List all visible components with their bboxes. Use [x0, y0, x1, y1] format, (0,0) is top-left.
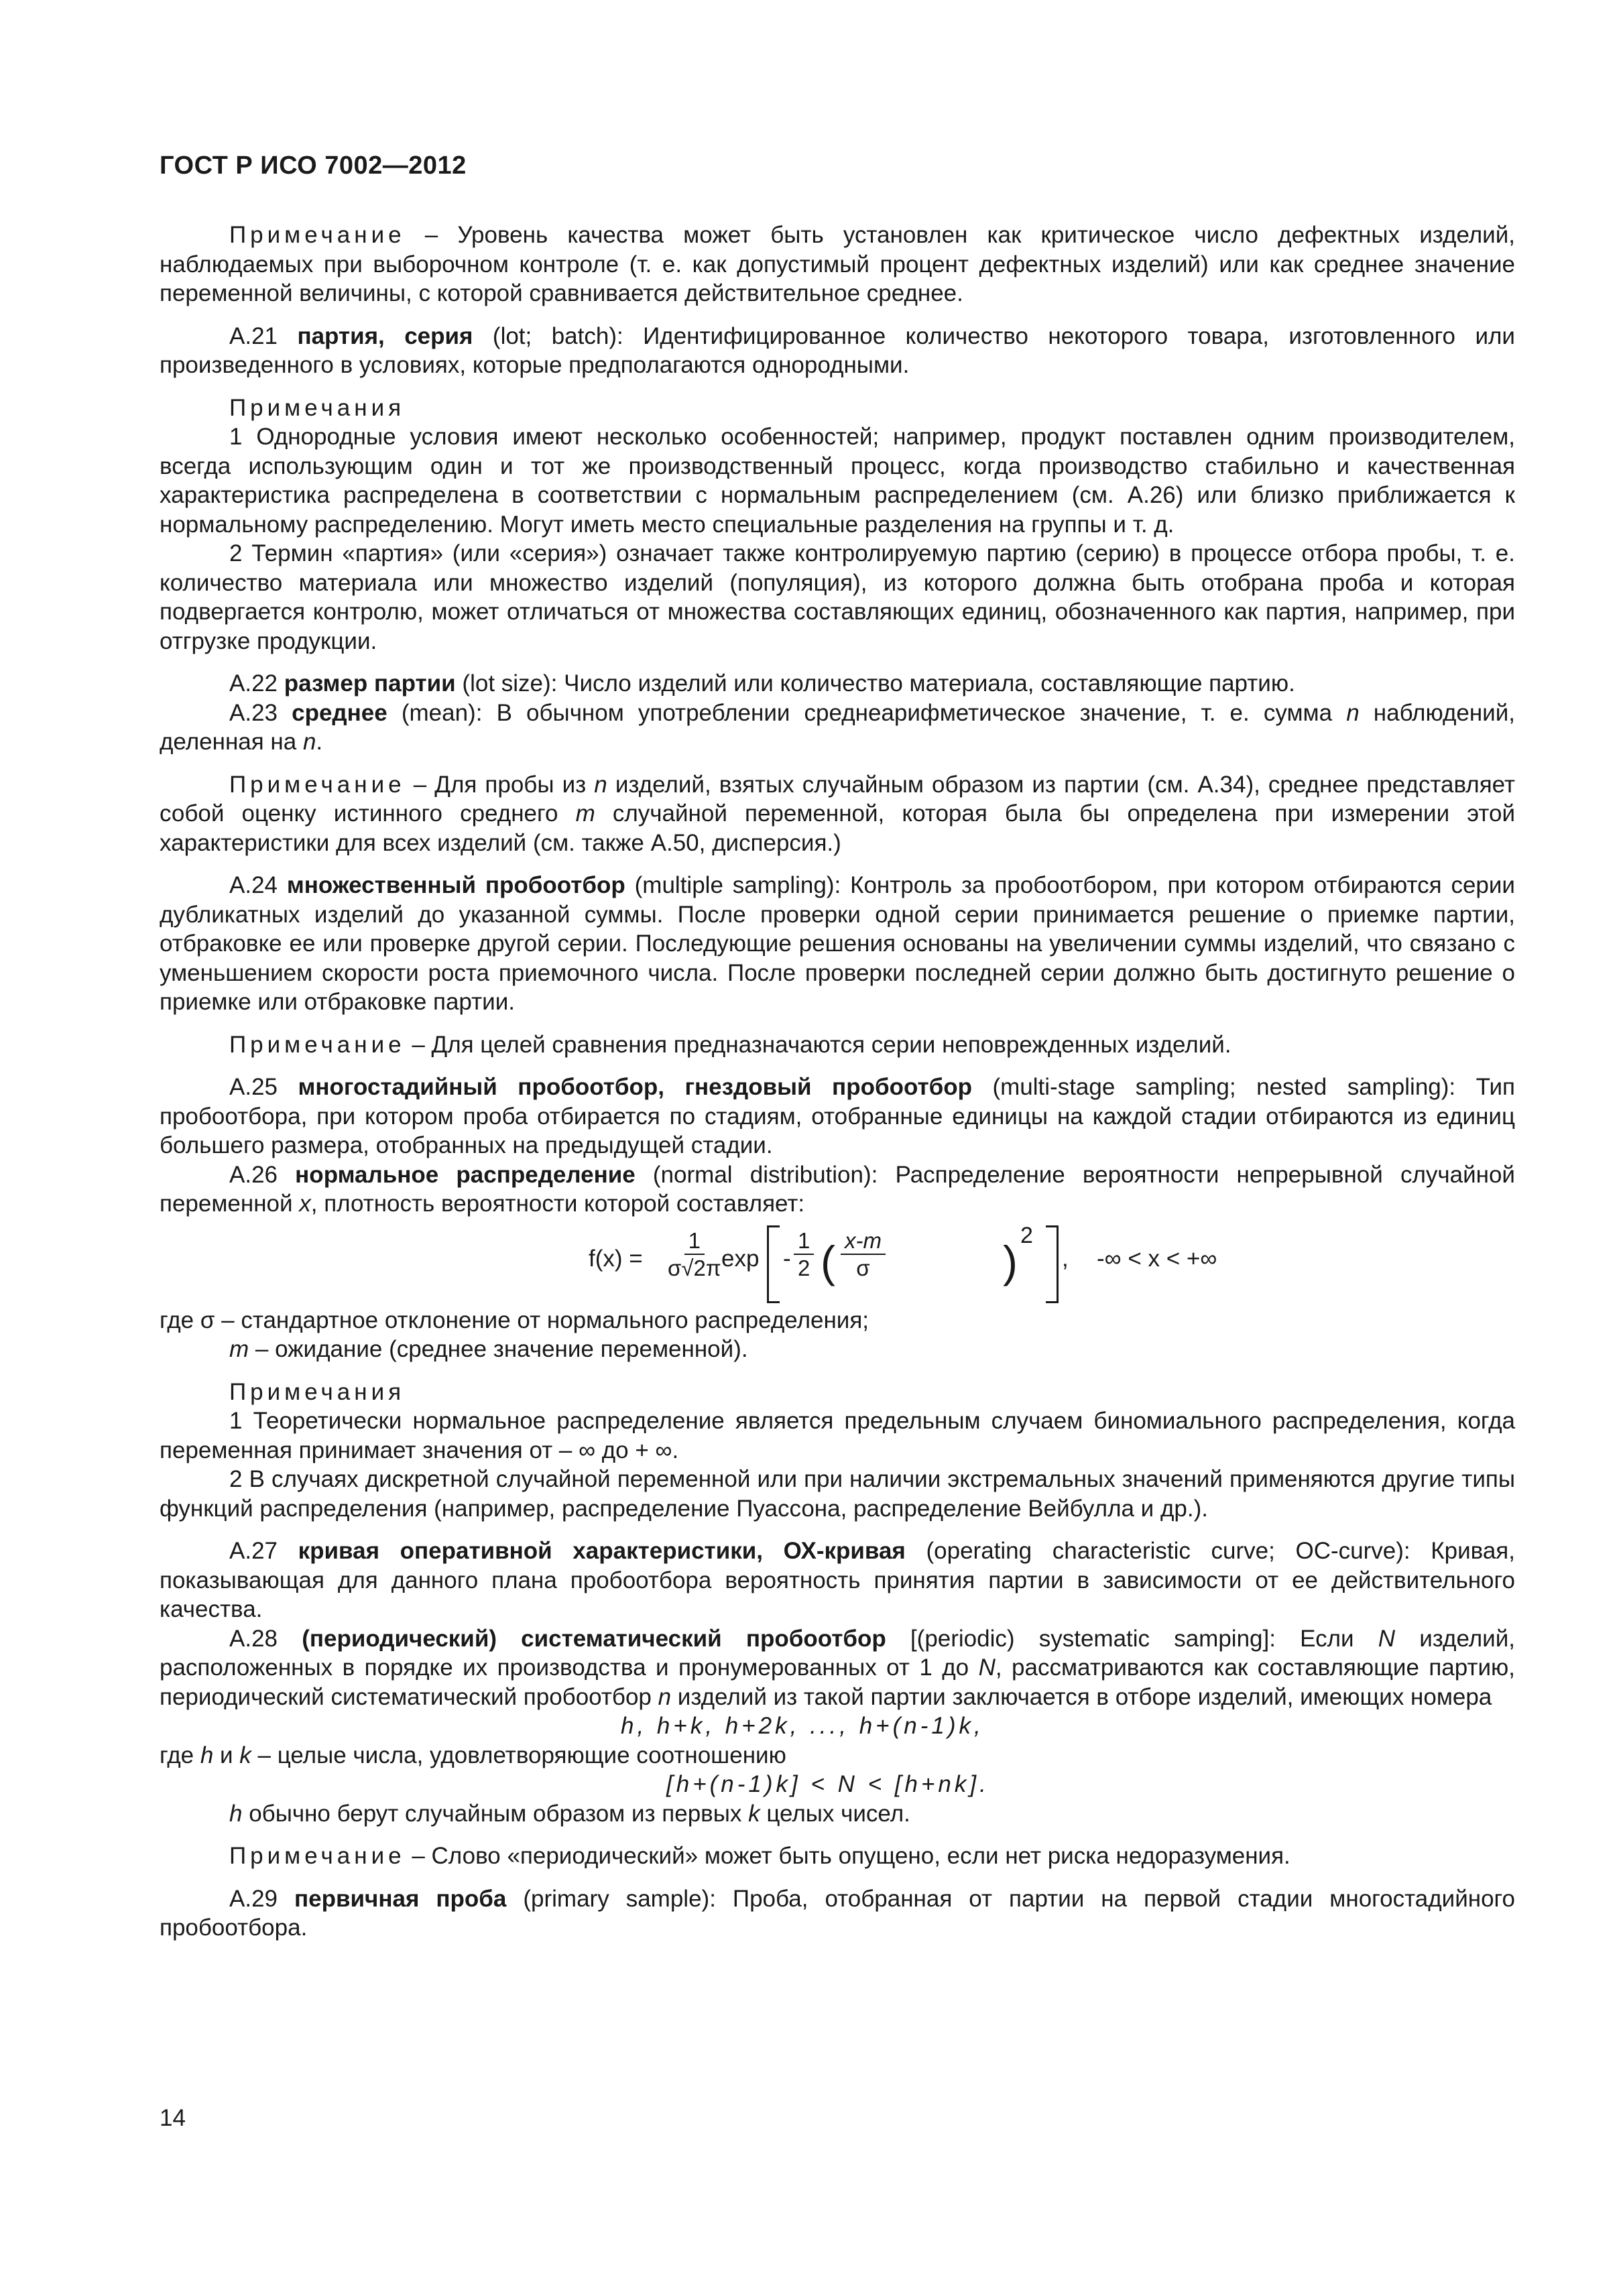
term-bold: нормальное распределение	[295, 1161, 636, 1188]
text-run: (mean): В обычном употреблении среднеарифметическое значение, т. е. сумма	[387, 699, 1347, 726]
fraction-3-denominator: σ	[856, 1255, 870, 1280]
body-part-1	[160, 221, 1515, 1219]
math-italic: k	[239, 1742, 251, 1768]
note-label: Примечание	[229, 771, 406, 798]
formula-fraction-3	[841, 1228, 886, 1282]
formula-minus: -	[783, 1245, 791, 1272]
paragraph	[160, 1624, 1515, 1712]
text-run: .	[316, 729, 323, 755]
body-part-3	[160, 1741, 1515, 1770]
text-run: 2 В случаях дискретной случайной переменной или при наличии экстремальных значений применяются другие типы функций распределения (например, распределение Пуассона, распределение Вейбулла и др.).	[160, 1466, 1515, 1522]
fraction-1-numerator: 1	[684, 1228, 705, 1255]
normal-density-formula	[160, 1222, 1515, 1306]
term-bold: партия, серия	[297, 322, 473, 349]
paragraph	[160, 871, 1515, 1017]
text-run: – Для целей сравнения предназначаются серии неповрежденных изделий.	[405, 1031, 1231, 1058]
text-run: изделий, взятых случайным образом из партии (см. А.34), среднее представляет собой оценку истинного среднего	[160, 771, 1515, 827]
text-run: случайной переменной, которая была бы определена при измерении этой характеристики для всех изделий (см. также А.50, дисперсия.)	[160, 800, 1515, 856]
text-run: где σ – стандартное отклонение от нормального распределения;	[160, 1307, 869, 1333]
text-run: А.22	[229, 670, 284, 697]
formula-fraction-1	[668, 1228, 721, 1282]
paragraph	[160, 1741, 1515, 1770]
fraction-3-numerator: x-m	[841, 1228, 886, 1255]
text-run: А.29	[229, 1885, 295, 1912]
text-run: наблюдений, деленная на	[160, 699, 1515, 755]
page-number: 14	[160, 2105, 186, 2131]
term-bold: кривая оперативной характеристики, ОХ-кривая	[298, 1538, 906, 1564]
note-label: Примечание	[229, 1843, 406, 1869]
math-italic: k	[748, 1800, 760, 1827]
text-run: (multi-stage sampling; nested sampling): Тип пробоотбора, при котором проба отбирается по стадиям, отобранные единицы на каждой стадии отбираются из единиц большего размера, отобранных на предыдущей стадии.	[160, 1074, 1515, 1158]
text-run: – ожидание (среднее значение переменной).	[249, 1336, 748, 1362]
paragraph	[160, 1536, 1515, 1624]
document-page	[160, 152, 1515, 1943]
text-run: А.21	[229, 322, 298, 349]
paragraph	[160, 539, 1515, 656]
text-run: обычно берут случайным образом из первых	[242, 1800, 749, 1827]
math-italic: n	[302, 729, 316, 755]
math-italic: n	[1346, 699, 1360, 726]
fraction-2-numerator: 1	[794, 1228, 814, 1255]
text-run: А.24	[229, 872, 287, 898]
text-run: где	[160, 1742, 200, 1768]
note-label: Примечания	[229, 394, 406, 421]
text-run: – целые числа, удовлетворяющие соотношению	[251, 1742, 786, 1768]
math-italic: x	[299, 1191, 311, 1217]
formula-paren-open: (	[821, 1236, 835, 1286]
paragraph	[160, 322, 1515, 380]
formula-fraction-2	[794, 1228, 814, 1282]
text-run: (lot size): Число изделий или количество материала, составляющие партию.	[455, 670, 1295, 697]
paragraph	[160, 1841, 1515, 1871]
text-run: – Для пробы из	[405, 771, 595, 798]
math-italic: h	[200, 1742, 214, 1768]
text-run: , рассматриваются как составляющие партию, периодический систематический пробоотбор	[160, 1654, 1516, 1710]
paragraph	[160, 1884, 1515, 1943]
math-italic: N	[1378, 1625, 1396, 1652]
paragraph	[160, 221, 1515, 308]
math-italic: N	[978, 1654, 996, 1681]
paragraph	[160, 770, 1515, 858]
paragraph	[160, 1073, 1515, 1160]
formula-exp: exp	[721, 1245, 760, 1272]
inequality-line: [h+(n-1)k] < N < [h+nk].	[666, 1771, 989, 1797]
text-run: изделий из такой партии заключается в отборе изделий, имеющих номера	[671, 1683, 1492, 1710]
formula-paren-close: )	[1003, 1236, 1018, 1286]
formula-lhs: f(x) =	[589, 1245, 643, 1272]
term-bold: среднее	[292, 699, 387, 726]
paragraph	[160, 1160, 1515, 1219]
formula-range: -∞ < x < +∞	[1097, 1245, 1217, 1272]
right-bracket	[1046, 1225, 1059, 1303]
text-run: изделий, расположенных в порядке их производства и пронумерованных от 1 до	[160, 1625, 1516, 1681]
paragraph	[160, 1378, 1515, 1407]
term-bold: множественный пробоотбор	[286, 872, 625, 898]
paragraph	[160, 699, 1515, 757]
text-run: , плотность вероятности которой составляет:	[310, 1191, 805, 1217]
text-run: и	[213, 1742, 240, 1768]
left-bracket	[767, 1225, 780, 1303]
text-run: (normal distribution): Распределение вероятности непрерывной случайной переменной	[160, 1161, 1515, 1217]
math-italic: n	[658, 1683, 672, 1710]
fraction-1-denominator: σ√2π	[668, 1255, 721, 1280]
text-run: 2 Термин «партия» (или «серия») означает также контролируемую партию (серию) в процессе отбора пробы, т. е. количество материала или множество изделий (популяция), из которого должна быть отобрана проба и которая подвергается контролю, может отличаться от множества составляющих единиц, обозначенного как партия, например, при отгрузке продукции.	[160, 540, 1515, 654]
text-run: – Уровень качества может быть установлен как критическое число дефектных изделий, наблюдаемых при выборочном контроле (т. е. как допустимый процент дефектных изделий) или как среднее значение переменной величины, с которой сравнивается действительное среднее.	[160, 222, 1515, 306]
math-italic: h	[229, 1800, 243, 1827]
term-bold: (периодический) систематический пробоотбор	[302, 1625, 886, 1652]
text-run: А.28	[229, 1625, 302, 1652]
paragraph	[160, 1306, 1515, 1335]
paragraph	[160, 1030, 1515, 1060]
text-run: (multiple sampling): Контроль за пробоотбором, при котором отбираются серии дубликатных изделий до указанной суммы. После проверки одной серии принимается решение о приемке партии, отбраковке ее или проверке другой серии. Последующие решения основаны на увеличении суммы изделий, что связано с уменьшением скорости роста приемочного числа. После проверки последней серии должно быть достигнуто решение о приемке или отбраковке партии.	[160, 872, 1515, 1015]
text-run: целых чисел.	[760, 1800, 910, 1827]
text-run: (primary sample): Проба, отобранная от партии на первой стадии многостадийного пробоотбора.	[160, 1885, 1516, 1941]
text-run: 1 Однородные условия имеют несколько особенностей; например, продукт поставлен одним производителем, всегда использующим один и тот же производственный процесс, когда производство стабильно и качественная характеристика распределена в соответствии с нормальным распределением (см. А.26) или близко приближается к нормальному распределению. Могут иметь место специальные разделения на группы и т. д.	[160, 424, 1515, 538]
fraction-2-denominator: 2	[798, 1255, 810, 1280]
text-run: (operating characteristic curve; OC-curve): Кривая, показывающая для данного плана пробоотбора вероятность принятия партии в зависимости от ее действительного качества.	[160, 1538, 1515, 1622]
paragraph	[160, 422, 1515, 539]
text-run: (lot; batch): Идентифицированное количество некоторого товара, изготовленного или произведенного в условиях, которые предполагаются однородными.	[160, 322, 1515, 378]
text-run: А.27	[229, 1538, 298, 1564]
note-label: Примечания	[229, 1378, 406, 1405]
body-part-2	[160, 1306, 1515, 1712]
paragraph	[160, 1406, 1515, 1465]
term-bold: первичная проба	[294, 1885, 507, 1912]
math-italic: n	[594, 771, 607, 798]
text-run: А.25	[229, 1074, 298, 1100]
document-header: ГОСТ Р ИСО 7002—2012	[160, 152, 467, 180]
text-run: А.26	[229, 1161, 296, 1188]
text-run: – Слово «периодический» может быть опущено, если нет риска недоразумения.	[405, 1843, 1290, 1869]
math-italic: m	[575, 800, 595, 827]
sequence-line: h, h+k, h+2k, ..., h+(n-1)k,	[621, 1713, 984, 1739]
term-bold: многостадийный пробоотбор, гнездовый пробоотбор	[298, 1074, 972, 1100]
note-label: Примечание	[229, 1031, 406, 1058]
text-run: [(periodic) systematic samping]: Если	[886, 1625, 1378, 1652]
body-part-4	[160, 1799, 1515, 1943]
text-run: 1 Теоретически нормальное распределение является предельным случаем биномиального распределения, когда переменная принимает значения от – ∞ до + ∞.	[160, 1408, 1515, 1463]
paragraph	[160, 394, 1515, 423]
math-italic: m	[229, 1336, 249, 1362]
paragraph	[160, 669, 1515, 699]
paragraph	[160, 1799, 1515, 1829]
paragraph	[160, 1465, 1515, 1523]
text-run: А.23	[229, 699, 292, 726]
term-bold: размер партии	[284, 670, 456, 697]
formula-comma: ,	[1062, 1245, 1069, 1272]
paragraph	[160, 1335, 1515, 1364]
formula-power: 2	[1020, 1222, 1033, 1248]
note-label: Примечание	[229, 222, 406, 248]
